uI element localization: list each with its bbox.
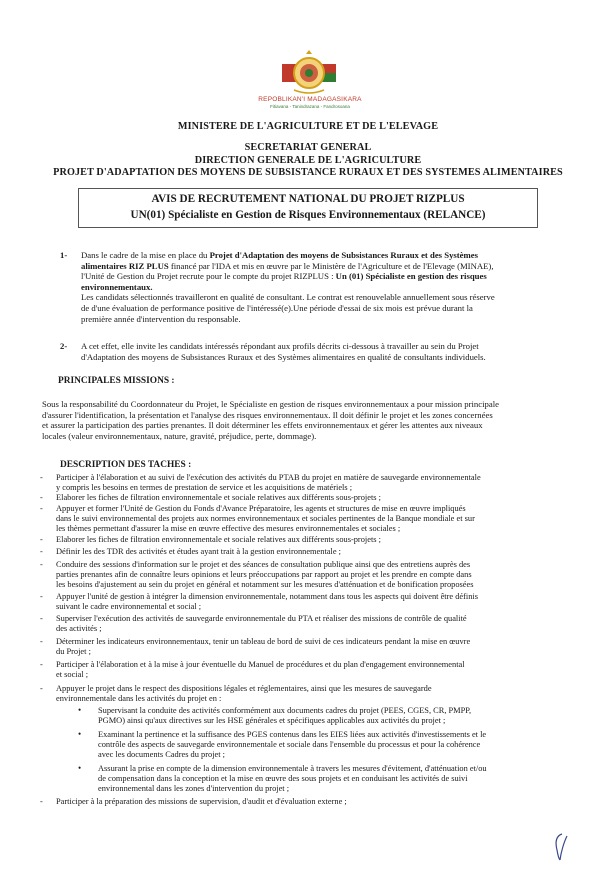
paragraph-number: 2- bbox=[60, 341, 68, 351]
list-dash: - bbox=[40, 493, 43, 502]
missions-paragraph: Sous la responsabilité du Coordonnateur du Projet, le Spécialiste en gestion de risques environnementaux a pour mission principale d'assurer l'identification, la présentation et l'analyse des risques environnementaux. Il doit définir le projet et les zones concernées et assurer la participation des parties prenantes. Il doit déterminer les effets environnementaux et gérer les attentes aux niveaux locales (valeur environnementaux, nature, gravité, préjudice, perte, dommage). bbox=[42, 399, 499, 441]
intro-paragraph-2: A cet effet, elle invite les candidats intéressés répondant aux profils décrits ci-dessous à travailler au sein du Projet d'Adaptation des moyens de Subsistances Ruraux et des Systèmes alimentaires en qualité de consultants individuels. bbox=[81, 341, 486, 362]
sub-list-item: Examinant la pertinence et la suffisance des PGES contenus dans les EIES liées aux activités d'investissements et le contrôle des aspects de sauvegarde environnementale et sociale dans l'ensemble du processus et pour la cohérence avec les documents Cadres du projet ; bbox=[98, 730, 487, 759]
list-item: Superviser l'exécution des activités de sauvegarde environnementale du PTA et réaliser des missions de contrôle de qualité des activités ; bbox=[56, 614, 467, 633]
intro-paragraph-1: Dans le cadre de la mise en place du Projet d'Adaptation des moyens de Subsistances Ruraux et des Systèmes alimentaires RIZ PLUS financé par l'IDA et mis en œuvre par le Ministère de l'Agriculture et de l'Elevage (MINAE), l'Unité de Gestion du Projet recrute pour le compte du projet RIZPLUS : Un (01) Spécialiste en gestion des risques environnementaux. Les candidats sélectionnés travailleront en qualité de consultant. Le contrat est renouvelable annuellement sous réserve de d'une évaluation de performance positive de l'intéressé(e).Une période d'essai de six mois est prévue durant la première année d'intervention du responsable. bbox=[81, 250, 495, 324]
republic-motto: Fitiavana - Tanindrazana - Fandrosoana bbox=[270, 104, 350, 109]
list-dash: - bbox=[40, 797, 43, 806]
list-dash: - bbox=[40, 592, 43, 601]
ministry-title: MINISTERE DE L'AGRICULTURE ET DE L'ELEVAGE bbox=[177, 121, 439, 132]
announcement-box bbox=[78, 188, 538, 228]
sub-list-item: Assurant la prise en compte de la dimension environnementale à travers les mesures d'évitement, d'atténuation et/ou de compensation dans la conception et la mise en œuvre des sous projets et en conduisant les activités de suivi environnemental dans les zones d'intervention du projet ; bbox=[98, 764, 487, 793]
missions-heading: PRINCIPALES MISSIONS : bbox=[58, 376, 175, 386]
list-item: Elaborer les fiches de filtration environnementale et sociale relatives aux différents sous-projets ; bbox=[56, 493, 381, 502]
handwritten-initial-icon bbox=[548, 832, 570, 862]
list-item: Elaborer les fiches de filtration environnementale et sociale relatives aux différents sous-projets ; bbox=[56, 535, 381, 544]
list-dash: - bbox=[40, 684, 43, 693]
list-dash: - bbox=[40, 637, 43, 646]
list-item: Appuyer l'unité de gestion à intégrer la dimension environnementale, notamment dans tous les aspects qui doivent être définis suivant le cadre environnemental et social ; bbox=[56, 592, 479, 611]
list-bullet: • bbox=[78, 705, 82, 715]
list-dash: - bbox=[40, 614, 43, 623]
announcement-subtitle: UN(01) Spécialiste en Gestion de Risques Environnementaux (RELANCE) bbox=[130, 209, 486, 221]
list-item: Déterminer les indicateurs environnementaux, tenir un tableau de bord de suivi de ces indicateurs pendant la mise en œuvre du Projet ; bbox=[56, 637, 471, 656]
list-dash: - bbox=[40, 547, 43, 556]
project-title: PROJET D'ADAPTATION DES MOYENS DE SUBSISTANCE RURAUX ET DES SYSTEMES ALIMENTAIRES bbox=[53, 167, 563, 178]
list-dash: - bbox=[40, 660, 43, 669]
republic-name: REPOBLIKAN'I MADAGASIKARA bbox=[258, 96, 362, 103]
list-item: Conduire des sessions d'information sur le projet et des séances de consultation publique ainsi que des entretiens auprès des parties prenantes afin de connaître leurs opinions et leurs préoccupations par rapport au projet et les prendre en compte dans les besoins d'ajustement au sein du projet en général et notamment sur les mesures d'atténuation et de bonification proposées bbox=[56, 560, 474, 589]
paragraph-number: 1- bbox=[60, 250, 68, 260]
list-item: Appuyer le projet dans le respect des dispositions légales et réglementaires, ainsi que les mesures de sauvegarde environnementale dans les activités du projet en : bbox=[56, 684, 432, 703]
list-item: Participer à l'élaboration et à la mise à jour éventuelle du Manuel de procédures et du plan d'engagement environnemental et social ; bbox=[56, 660, 465, 679]
sub-list-item: Supervisant la conduite des activités conformément aux documents cadres du projet (PEES, CGES, CR, PMPP, PGMO) ainsi qu'aux directives sur les HSE générales et spécifiques applicables aux activités du projet ; bbox=[98, 706, 472, 725]
list-dash: - bbox=[40, 473, 43, 482]
coat-of-arms-icon bbox=[282, 50, 336, 96]
list-dash: - bbox=[40, 504, 43, 513]
secretariat-title: SECRETARIAT GENERAL bbox=[244, 142, 372, 153]
direction-title: DIRECTION GENERALE DE L'AGRICULTURE bbox=[194, 155, 422, 166]
list-dash: - bbox=[40, 535, 43, 544]
list-item: Participer à la préparation des missions de supervision, d'audit et d'évaluation externe ; bbox=[56, 797, 347, 806]
list-item: Participer à l'élaboration et au suivi de l'exécution des activités du PTAB du projet en matière de sauvegarde environnementale y compris les besoins en termes de prestation de service et les acquisitions de matériels ; bbox=[56, 473, 481, 492]
list-bullet: • bbox=[78, 729, 82, 739]
list-dash: - bbox=[40, 560, 43, 569]
list-item: Appuyer et former l'Unité de Gestion du Fonds d'Avance Préparatoire, les agents et structures de mise en œuvre impliqués dans le suivi environnemental des projets aux normes environnementaux et sociales pertinentes de la Banque mondiale et sur les thèmes permettant d'assurer la mise en œuvre effective des mesures environnementales et sociales ; bbox=[56, 504, 475, 533]
list-item: Définir les des TDR des activités et études ayant trait à la gestion environnementale ; bbox=[56, 547, 341, 556]
announcement-title: AVIS DE RECRUTEMENT NATIONAL DU PROJET RIZPLUS bbox=[151, 193, 465, 205]
list-bullet: • bbox=[78, 763, 82, 773]
tasks-heading: DESCRIPTION DES TACHES : bbox=[60, 460, 192, 470]
